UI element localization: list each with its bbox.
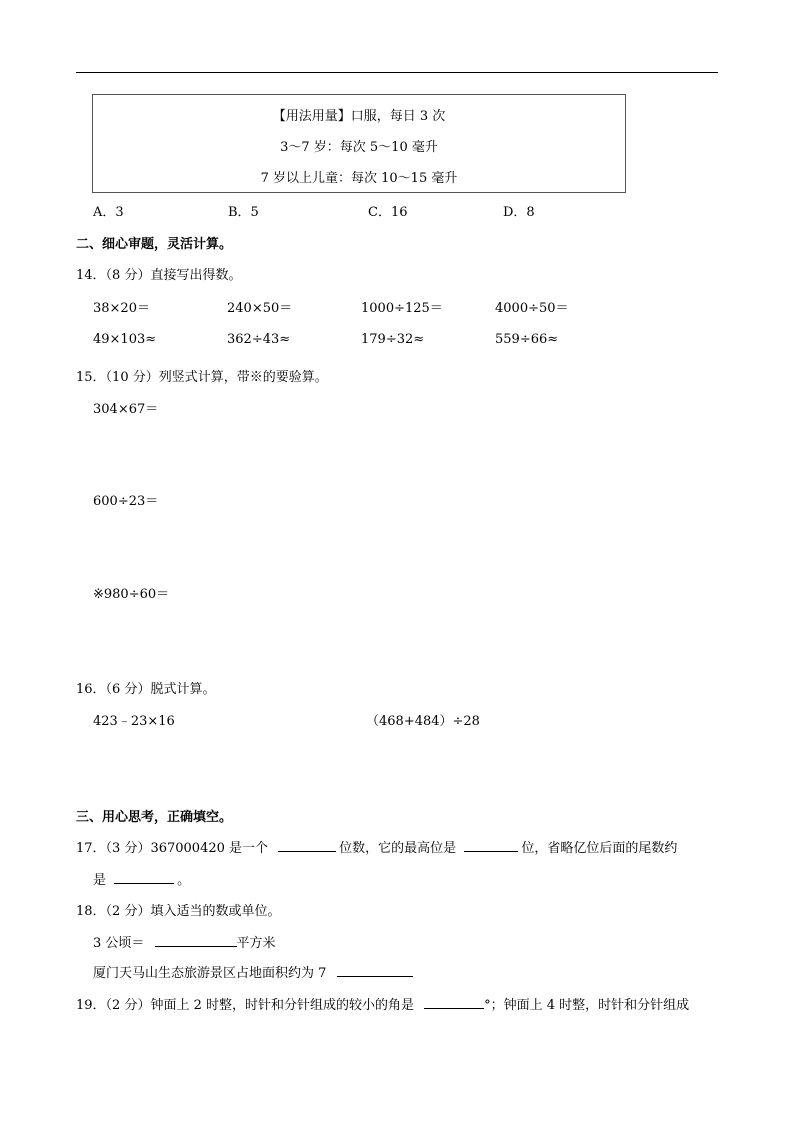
q14-item: 240×50＝	[227, 301, 293, 316]
q14-item: 559÷66≈	[495, 332, 559, 347]
option-c: C．16	[368, 205, 408, 220]
answer-blank[interactable]	[114, 871, 174, 884]
q18-line-2	[93, 962, 416, 981]
q18-text: 平方米	[236, 936, 276, 951]
option-b: B．5	[228, 205, 259, 220]
q14-item: 179÷32≈	[361, 332, 425, 347]
q14-item: 362÷43≈	[227, 332, 291, 347]
q16-item: （468+484）÷28	[366, 714, 480, 729]
answer-blank[interactable]	[337, 964, 413, 977]
header-rule	[76, 72, 718, 73]
q15-stem: 15．（10 分）列竖式计算，带※的要验算。	[76, 370, 328, 385]
usage-line-3: 7 岁以上儿童：每次 10～15 毫升	[260, 171, 458, 186]
answer-blank[interactable]	[155, 934, 237, 947]
section-3-title: 三、用心思考，正确填空。	[76, 810, 233, 825]
q19-line-1	[76, 994, 689, 1013]
usage-box	[92, 94, 626, 193]
q14-item: 1000÷125＝	[361, 301, 443, 316]
q17-text: 17．（3 分）367000420 是一个	[76, 841, 269, 856]
q15-item: 304×67＝	[93, 402, 159, 417]
q16-item: 423﹣23×16	[93, 714, 175, 729]
q18-stem: 18．（2 分）填入适当的数或单位。	[76, 904, 281, 919]
q15-item: ※980÷60＝	[93, 587, 170, 602]
q18-text: 3 公顷＝	[93, 936, 145, 951]
q19-text: 19．（2 分）钟面上 2 时整，时针和分针组成的较小的角是	[76, 998, 414, 1013]
option-d: D．8	[503, 205, 535, 220]
q18-text: 厦门天马山生态旅游景区占地面积约为 7	[93, 966, 327, 981]
q14-item: 49×103≈	[93, 332, 157, 347]
section-2-title: 二、细心审题，灵活计算。	[76, 237, 233, 252]
q17-text: 位数，它的最高位是	[339, 841, 457, 856]
q17-text: 是	[93, 873, 107, 888]
q17-text: 位，省略亿位后面的尾数约	[521, 841, 678, 856]
answer-blank[interactable]	[278, 839, 336, 852]
q14-item: 38×20＝	[93, 301, 150, 316]
q17-line-2	[93, 869, 190, 888]
q17-text: 。	[177, 873, 191, 888]
q14-stem: 14．（8 分）直接写出得数。	[76, 268, 242, 283]
q19-text: °；钟面上 4 时整，时针和分针组成	[484, 998, 690, 1013]
q16-stem: 16．（6 分）脱式计算。	[76, 682, 216, 697]
answer-blank[interactable]	[424, 996, 484, 1009]
usage-line-2: 3～7 岁：每次 5～10 毫升	[280, 140, 438, 155]
answer-blank[interactable]	[464, 839, 518, 852]
q18-line-1	[93, 932, 276, 951]
q17-line-1	[76, 837, 677, 856]
usage-line-1: 【用法用量】口服，每日 3 次	[272, 109, 446, 124]
q14-item: 4000÷50＝	[495, 301, 569, 316]
q15-item: 600÷23＝	[93, 494, 159, 509]
option-a: A．3	[93, 205, 124, 220]
